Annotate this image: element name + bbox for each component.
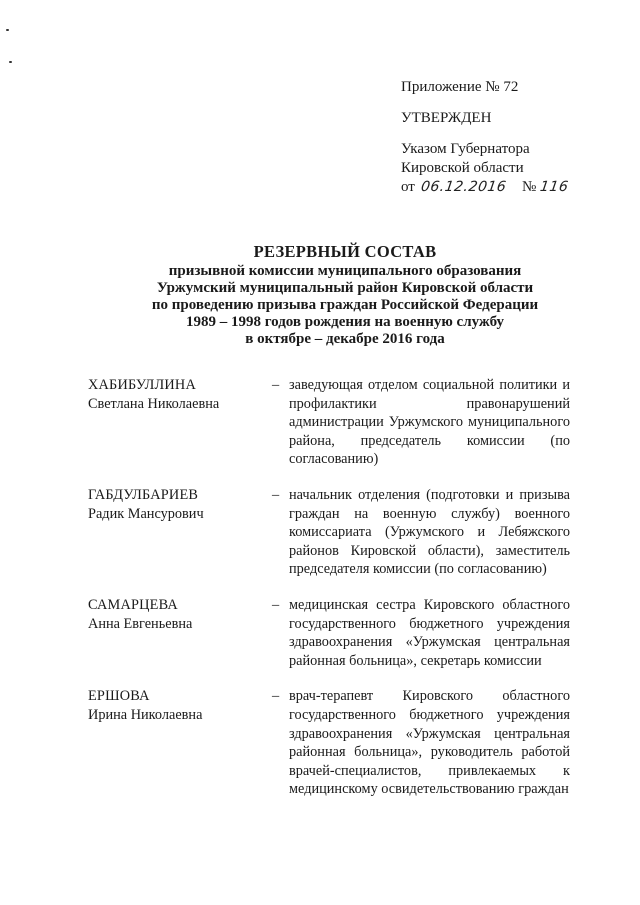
member-name	[88, 596, 268, 670]
decree-date-line	[401, 178, 569, 197]
heading-line-3: по проведению призыва граждан Российской Федерации	[151, 297, 539, 313]
member-surname: ЕРШОВА	[88, 688, 150, 705]
date-prefix: от	[401, 179, 415, 195]
approval-block	[401, 78, 569, 197]
member-role: начальник отделения (подготовки и призыва граждан на военную службу) военного комиссариата (Уржумского и Лебяжского районов Кировской области), заместитель председателя комиссии (по согласованию)	[289, 486, 570, 578]
member-name	[88, 486, 268, 579]
heading-line-2: Уржумский муниципальный район Кировской области	[156, 280, 534, 296]
scan-speck	[9, 61, 12, 63]
appendix-label: Приложение № 72	[401, 79, 519, 95]
member-surname: САМАРЦЕВА	[88, 596, 178, 613]
scan-speck	[6, 29, 9, 31]
member-surname: ГАБДУЛБАРИЕВ	[88, 486, 199, 503]
member-dash: –	[272, 486, 280, 503]
number-sign: №	[522, 179, 537, 195]
member-dash: –	[272, 377, 280, 393]
member-entry	[88, 596, 570, 670]
handwritten-number: 116	[539, 179, 570, 195]
member-name	[88, 687, 268, 799]
heading-line-4: 1989 – 1998 годов рождения на военную службу	[185, 314, 505, 330]
member-role: заведующая отделом социальной политики и профилактики правонарушений администрации Уржумского муниципального района, председатель комиссии (по согласованию)	[289, 377, 570, 468]
member-given-name: Радик Мансурович	[88, 505, 204, 522]
member-given-name: Ирина Николаевна	[88, 706, 203, 723]
decree-line-2: Кировской области	[401, 160, 524, 176]
member-role: медицинская сестра Кировского областного государственного бюджетного учреждения здравоохранения «Уржумская центральная районная больница», секретарь комиссии	[289, 596, 570, 669]
member-dash: –	[272, 596, 280, 613]
member-role: врач-терапевт Кировского областного государственного бюджетного учреждения здравоохранения «Уржумская центральная районная больница», руководитель работой врачей-специалистов, привлекаемых к медицинскому освидетельствованию граждан	[289, 688, 570, 798]
member-list	[88, 376, 570, 799]
member-surname: ХАБИБУЛЛИНА	[88, 377, 196, 393]
member-given-name: Анна Евгеньевна	[88, 615, 193, 632]
decree-line-1: Указом Губернатора	[401, 141, 530, 157]
heading-line-5: в октябре – декабре 2016 года	[245, 331, 445, 347]
handwritten-date: 06.12.2016	[419, 179, 508, 195]
member-entry	[88, 376, 570, 469]
document-title: РЕЗЕРВНЫЙ СОСТАВ	[253, 242, 437, 261]
member-entry	[88, 687, 570, 799]
member-dash: –	[272, 688, 280, 705]
member-entry	[88, 486, 570, 579]
approved-label: УТВЕРЖДЕН	[401, 110, 492, 126]
document-heading	[60, 243, 630, 348]
member-given-name: Светлана Николаевна	[88, 395, 220, 412]
member-name	[88, 376, 268, 469]
heading-line-1: призывной комиссии муниципального образования	[168, 263, 522, 279]
